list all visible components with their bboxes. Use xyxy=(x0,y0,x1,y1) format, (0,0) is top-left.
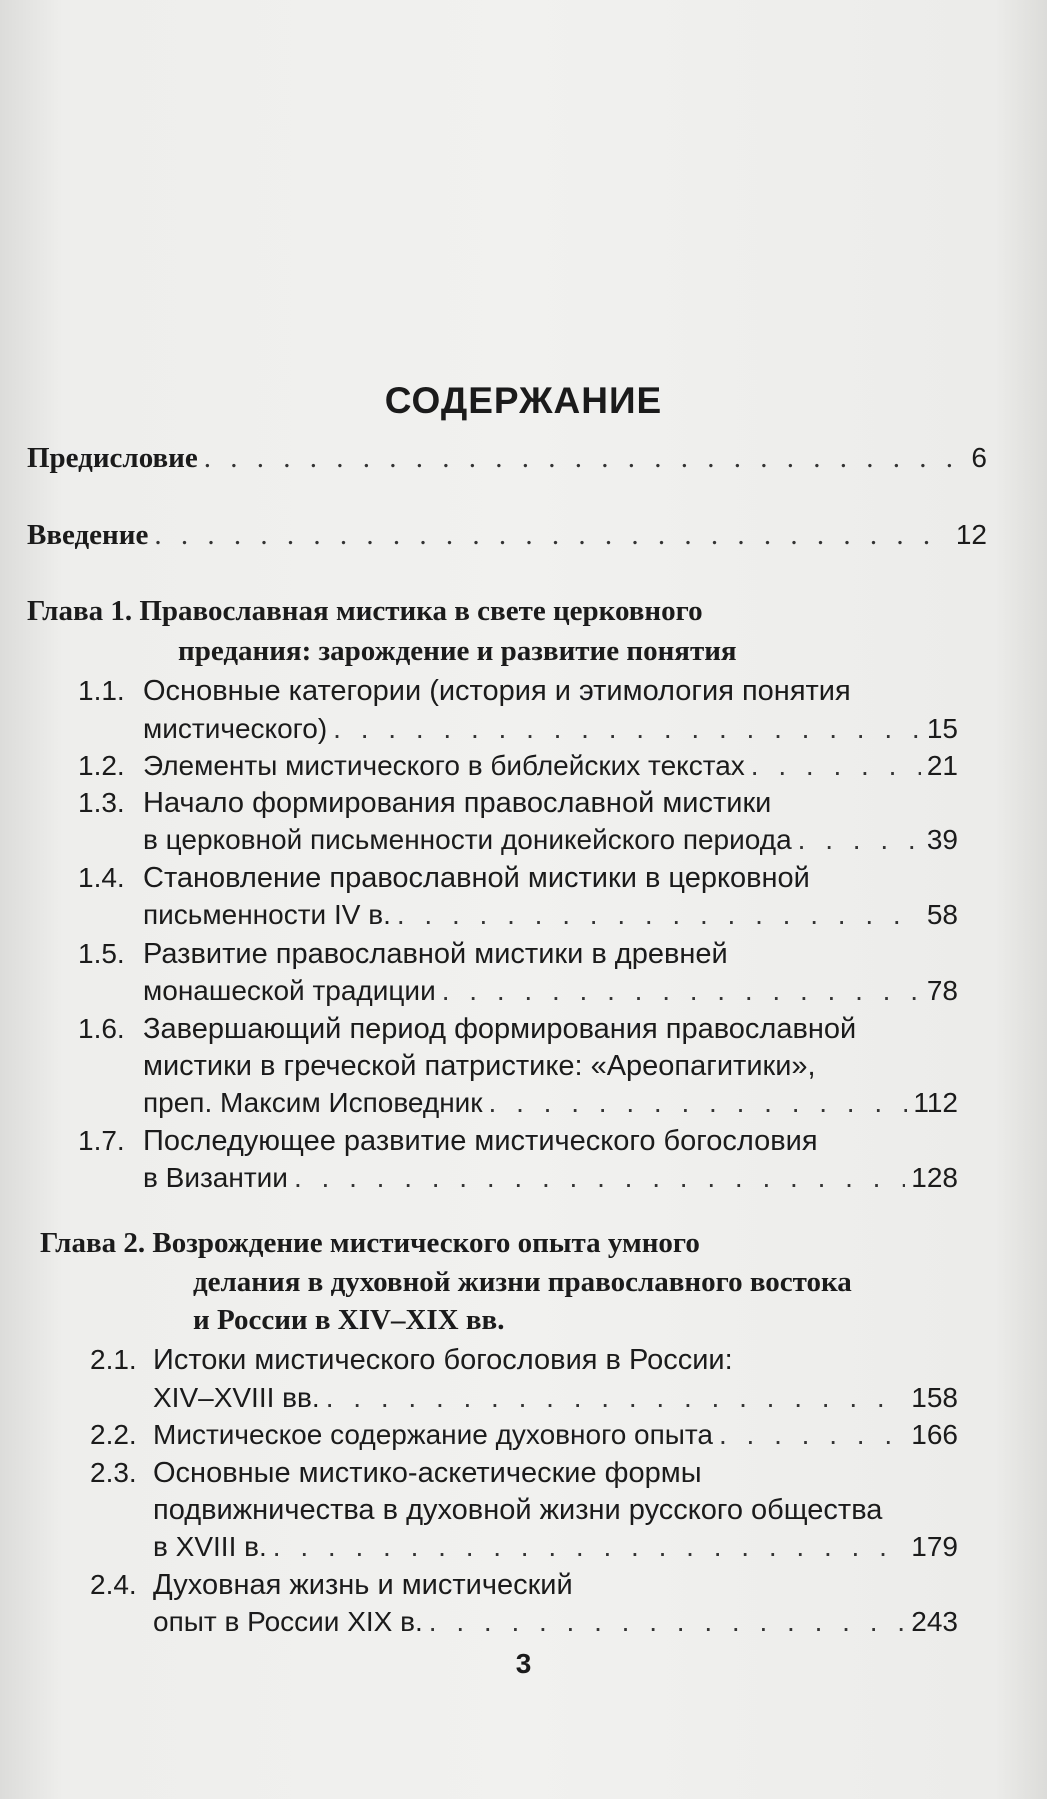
toc-entry-2-3[interactable] xyxy=(153,1530,958,1564)
toc-entry-1-7[interactable] xyxy=(143,1161,958,1195)
leader-dots xyxy=(204,441,966,475)
toc-page-number: 179 xyxy=(911,1531,958,1562)
leader-dots xyxy=(154,518,950,552)
toc-page-number: 78 xyxy=(926,975,958,1006)
toc-entry-1-4[interactable] xyxy=(143,898,958,932)
toc-entry-label: опыт в России XIX в. xyxy=(153,1606,423,1637)
leader-dots xyxy=(489,1086,908,1120)
section-number: 1.1. xyxy=(78,675,125,706)
leader-dots xyxy=(442,974,921,1008)
toc-entry-2-4[interactable] xyxy=(153,1605,958,1639)
show-through-text xyxy=(300,95,307,125)
toc-page-number: 158 xyxy=(911,1382,958,1413)
toc-entry-label: Введение xyxy=(27,519,149,551)
leader-dots xyxy=(719,1418,905,1452)
leader-dots xyxy=(333,712,921,746)
toc-entry-2-1[interactable] xyxy=(153,1381,958,1415)
section-2-4-title[interactable]: Духовная жизнь и мистический xyxy=(153,1569,573,1601)
toc-entry-label: монашеской традиции xyxy=(143,975,436,1006)
toc-page-number: 128 xyxy=(911,1162,958,1193)
section-number: 1.4. xyxy=(78,862,125,893)
toc-page-number: 112 xyxy=(913,1087,958,1118)
leader-dots xyxy=(273,1530,906,1564)
toc-page-number: 12 xyxy=(955,519,987,550)
toc-entry-label: письменности IV в. xyxy=(143,899,391,930)
section-2-3-title[interactable]: Основные мистико-аскетические формы xyxy=(153,1457,702,1489)
section-1-6-title[interactable]: Завершающий период формирования православной xyxy=(143,1013,857,1045)
section-number: 1.3. xyxy=(78,787,125,818)
leader-dots xyxy=(294,1161,905,1195)
leader-dots xyxy=(326,1381,906,1415)
toc-entry-2-2[interactable] xyxy=(153,1418,958,1452)
toc-page-number: 39 xyxy=(926,824,958,855)
toc-entry-label: преп. Максим Исповедник xyxy=(143,1087,483,1118)
toc-entry-label: в Византии xyxy=(143,1162,288,1193)
leader-dots xyxy=(751,749,921,783)
toc-entry-label: в церковной письменности доникейского периода xyxy=(143,824,792,855)
toc-entry-1-1[interactable] xyxy=(143,712,958,746)
section-number: 1.7. xyxy=(78,1125,125,1156)
leader-dots xyxy=(798,823,921,857)
toc-entry-1-5[interactable] xyxy=(143,974,958,1008)
section-2-3-title-cont: подвижничества в духовной жизни русского общества xyxy=(153,1494,883,1526)
toc-page-number: 58 xyxy=(926,899,958,930)
chapter-2-heading-cont: и России в XIV–XIX вв. xyxy=(193,1304,505,1336)
section-number: 1.2. xyxy=(78,750,125,781)
toc-entry-label: в XVIII в. xyxy=(153,1531,267,1562)
section-1-5-title[interactable]: Развитие православной мистики в древней xyxy=(143,938,728,970)
section-1-4-title[interactable]: Становление православной мистики в церковной xyxy=(143,862,810,894)
section-number: 2.2. xyxy=(90,1419,137,1450)
chapter-1-heading-cont: предания: зарождение и развитие понятия xyxy=(178,635,737,667)
section-1-3-title[interactable]: Начало формирования православной мистики xyxy=(143,787,772,819)
toc-entry-label: Предисловие xyxy=(27,442,198,474)
section-number: 1.6. xyxy=(78,1013,125,1044)
page-title: СОДЕРЖАНИЕ xyxy=(384,380,663,421)
toc-page-number: 243 xyxy=(911,1606,958,1637)
section-1-1-title[interactable]: Основные категории (история и этимология понятия xyxy=(143,675,851,707)
toc-entry-intro[interactable] xyxy=(27,518,987,552)
leader-dots xyxy=(397,898,921,932)
section-number: 2.4. xyxy=(90,1569,137,1600)
section-1-6-title-cont: мистики в греческой патристике: «Ареопагитики», xyxy=(143,1050,816,1082)
chapter-2-heading-cont: делания в духовной жизни православного востока xyxy=(193,1266,852,1298)
toc-entry-label: XIV–XVIII вв. xyxy=(153,1382,320,1413)
toc-page-number: 6 xyxy=(971,442,987,473)
section-number: 2.1. xyxy=(90,1344,137,1375)
toc-entry-label: Элементы мистического в библейских текстах xyxy=(143,750,745,781)
toc-entry-label: мистического) xyxy=(143,713,328,744)
leader-dots xyxy=(429,1605,906,1639)
toc-entry-1-2[interactable] xyxy=(143,749,958,783)
section-number: 2.3. xyxy=(90,1457,137,1488)
chapter-2-heading[interactable]: Глава 2. Возрождение мистического опыта умного xyxy=(40,1227,700,1259)
toc-entry-1-6[interactable] xyxy=(143,1086,958,1120)
toc-page-number: 15 xyxy=(926,713,958,744)
toc-entry-1-3[interactable] xyxy=(143,823,958,857)
section-2-1-title[interactable]: Истоки мистического богословия в России: xyxy=(153,1344,733,1376)
section-number: 1.5. xyxy=(78,938,125,969)
section-1-7-title[interactable]: Последующее развитие мистического богословия xyxy=(143,1125,818,1157)
toc-entry-preface[interactable] xyxy=(27,441,987,475)
page-folio: 3 xyxy=(515,1648,532,1679)
toc-page-number: 21 xyxy=(926,750,958,781)
toc-page-number: 166 xyxy=(911,1419,958,1450)
chapter-1-heading[interactable]: Глава 1. Православная мистика в свете церковного xyxy=(27,595,703,627)
toc-entry-label: Мистическое содержание духовного опыта xyxy=(153,1419,713,1450)
